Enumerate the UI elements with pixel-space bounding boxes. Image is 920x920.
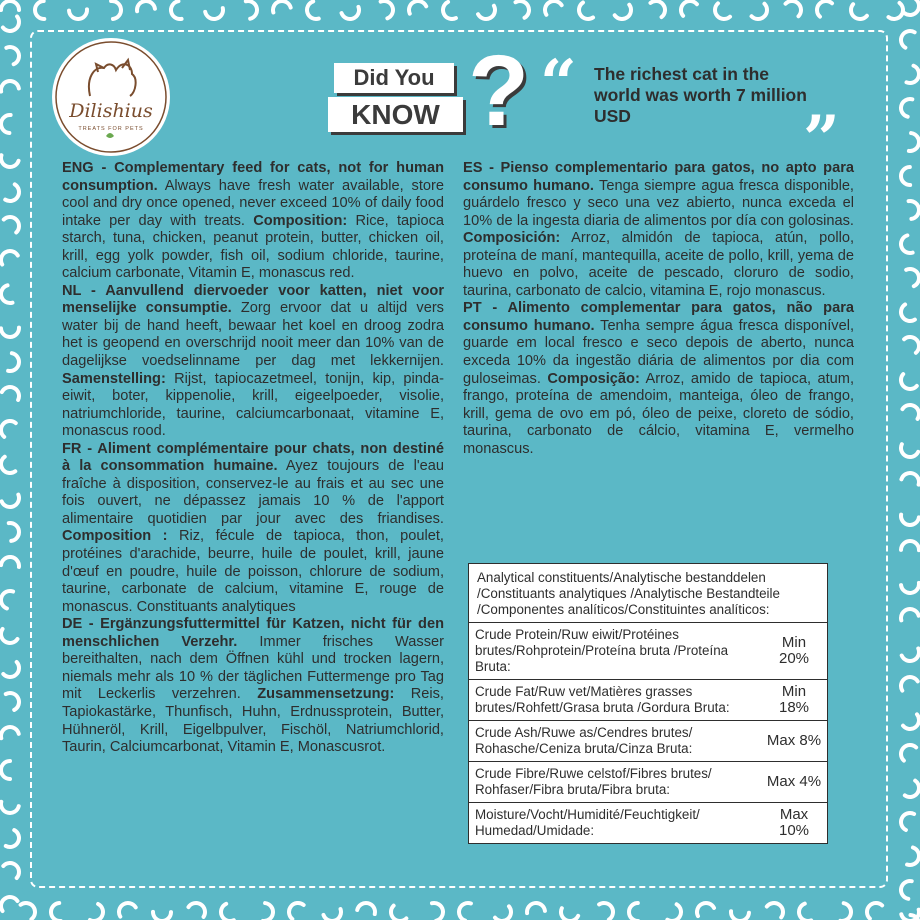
section-pt xyxy=(463,300,854,458)
table-row xyxy=(469,762,827,803)
swirl-shape xyxy=(0,417,16,437)
swirl-shape xyxy=(3,859,22,878)
swirl-shape xyxy=(907,847,920,867)
swirl-shape xyxy=(2,495,22,510)
composition-label: Composition: xyxy=(253,212,348,229)
swirl-shape xyxy=(898,810,914,830)
swirl-shape xyxy=(357,901,377,914)
swirl-shape xyxy=(796,904,811,920)
swirl-shape xyxy=(898,444,918,460)
composition-text: Reis, Tapiokastärke, Thunfisch, Huhn, Erdnussprotein, Butter, Hühneröl, Krill, Eigelbpulver, Fischöl, Natriumchlorid, Taurin, Calciumcarbonat, Vitamin E, Monascusrot. xyxy=(62,686,444,756)
section-nl xyxy=(62,283,444,441)
swirl-shape xyxy=(0,894,17,912)
brand-name: Dilishius xyxy=(69,100,153,122)
section-body: Immer frisches Wasser bereithalten, nach dem Öffnen kühl und trocken lagern, niemals mehr als 10 % der täglichen Futtermenge pro Tag mit Leckerlis verzehren. xyxy=(62,633,444,703)
swirl-shape xyxy=(116,900,136,917)
swirl-shape xyxy=(752,4,771,23)
swirl-shape xyxy=(904,333,920,352)
swirl-shape xyxy=(899,97,912,117)
section-body: Tenga siempre agua fresca disponible, guárdelo fresco y seco una vez abierto, nunca exceda el 10% de la ingesta diaria de alimentos por día con golosinas. xyxy=(463,177,854,229)
swirl-shape xyxy=(677,0,697,16)
composition-text: Rijst, tapiocazetmeel, tonijn, kip, pinda-eiwit, boter, kippenolie, krill, eigeelpoeder, visolie, natriumchloride, taurine, calciumcarbonaat, vitamine E, monascus rood. xyxy=(62,370,444,440)
swirl-shape xyxy=(786,0,805,16)
section-fr xyxy=(62,441,444,616)
swirl-shape xyxy=(667,904,684,920)
fun-fact-text: The richest cat in the world was worth 7 million USD xyxy=(594,64,807,126)
composition-label: Zusammensetzung: xyxy=(257,686,395,703)
swirl-shape xyxy=(5,184,22,204)
section-body: Tenha sempre água fresca disponível, guarde em local fresco e seco depois de aberto, nunca exceda 10% da ingestão diária de alimentos por dia com guloseimas. xyxy=(463,317,854,387)
question-mark-icon: ? xyxy=(468,35,530,147)
table-header: Analytical constituents/Analytische bestanddelen /Constituants analytiques /Analytische Bestandteile /Componentes analíticos/Constituintes analíticos: xyxy=(469,564,827,623)
swirl-shape xyxy=(901,541,919,550)
swirl-shape xyxy=(615,5,635,23)
section-title: ES - Pienso complementario para gatos, no apto para consumo humano. xyxy=(463,160,854,194)
swirl-shape xyxy=(1,328,19,338)
swirl-shape xyxy=(0,248,18,265)
swirl-shape xyxy=(888,3,906,23)
swirl-shape xyxy=(0,725,19,738)
swirl-shape xyxy=(170,1,182,20)
swirl-shape xyxy=(813,0,832,17)
dog-cat-icon xyxy=(52,38,170,156)
swirl-shape xyxy=(629,903,638,920)
swirl-shape xyxy=(901,167,910,185)
section-title: PT - Alimento complementar para gatos, não para consumo humano. xyxy=(463,300,854,334)
swirl-shape xyxy=(440,2,456,22)
swirl-shape xyxy=(457,901,471,920)
swirl-shape xyxy=(50,903,61,920)
swirl-shape xyxy=(495,906,515,920)
swirl-shape xyxy=(711,3,730,22)
section-title: NL - Aanvullend diervoeder voor katten, niet voor menselijke consumptie. xyxy=(62,282,444,317)
swirl-shape xyxy=(906,66,920,86)
swirl-shape xyxy=(898,28,915,48)
swirl-shape xyxy=(0,629,17,647)
did-you-know-badge xyxy=(328,35,530,147)
swirl-shape xyxy=(6,830,22,850)
swirl-shape xyxy=(263,903,274,920)
section-title: DE - Ergänzungsfuttermittel für Katzen, nicht für den menschlichen Verzehr. xyxy=(62,616,444,650)
constituent-value: Max 8% xyxy=(766,732,822,749)
swirl-shape xyxy=(903,714,920,732)
swirl-shape xyxy=(0,114,10,133)
swirl-shape xyxy=(650,0,668,17)
swirl-shape xyxy=(576,3,594,23)
composition-text: Arroz, amido de tapioca, atum, frango, proteína de amendoim, manteiga, óleo de frango, krill, gema de ovo em pó, óleo de peixe, cloreto de sódio, taurina, carbonato de cálcio, vitamina E, vermelho monascus. xyxy=(463,370,854,457)
swirl-shape xyxy=(432,901,445,920)
swirl-shape xyxy=(8,353,21,372)
constituent-label: Crude Fat/Ruw vet/Matières grasses brutes/Rohfett/Grasa bruta /Gordura Bruta: xyxy=(475,684,730,715)
section-title: FR - Aliment complémentaire pour chats, non destiné à la consommation humaine. xyxy=(62,440,444,475)
swirl-shape xyxy=(0,285,12,305)
swirl-shape xyxy=(136,0,155,11)
swirl-shape xyxy=(271,0,291,12)
swirl-shape xyxy=(6,690,22,710)
swirl-shape xyxy=(6,44,22,64)
swirl-shape xyxy=(902,648,920,663)
swirl-shape xyxy=(246,0,259,19)
swirl-shape xyxy=(516,0,533,18)
composition-label: Composition : xyxy=(62,528,168,545)
swirl-shape xyxy=(0,588,13,608)
swirl-shape xyxy=(188,900,208,917)
swirl-shape xyxy=(1,1,19,10)
swirl-shape xyxy=(218,904,234,920)
swirl-shape xyxy=(342,7,362,22)
swirl-shape xyxy=(0,457,15,477)
section-body: Ayez toujours de l'eau fraîche à disposition, conservez-le au frais et au sec une fois ouvert, ne dépassez jamais 10 % de l'apport alimentaire quotidien par jour avec des friandises. xyxy=(62,458,444,527)
swirl-shape xyxy=(902,402,920,419)
swirl-shape xyxy=(599,900,616,920)
left-text-column xyxy=(62,160,444,757)
swirl-shape xyxy=(3,662,22,681)
swirl-shape xyxy=(847,4,867,22)
section-title: ENG - Complementary feed for cats, not for human consumption. xyxy=(62,160,444,194)
constituent-label: Crude Ash/Ruwe as/Cendres brutes/ Rohasche/Ceniza bruta/Cinza Bruta: xyxy=(475,725,693,756)
swirl-shape xyxy=(909,133,920,152)
swirl-shape xyxy=(542,0,562,15)
constituent-label: Crude Fibre/Ruwe celstof/Fibres brutes/ Rohfaser/Fibra bruta/Fibra bruta: xyxy=(475,766,712,797)
swirl-shape xyxy=(153,912,171,920)
table-row xyxy=(469,803,827,843)
constituent-value: Max 4% xyxy=(766,773,822,790)
know-label: KNOW xyxy=(328,97,463,132)
swirl-shape xyxy=(0,80,19,92)
swirl-shape xyxy=(898,674,918,691)
close-quote-icon: ” xyxy=(803,102,840,177)
composition-text: Rice, tapioca starch, tuna, chicken, peanut protein, butter, chicken oil, krill, egg yolk powder, fish oil, sodium chloride, taurine, calcium carbonate, Vitamin E, monascus red. xyxy=(62,212,445,282)
composition-label: Samenstelling: xyxy=(62,370,166,387)
table-row xyxy=(469,721,827,762)
swirl-shape xyxy=(905,781,920,801)
swirl-shape xyxy=(0,155,19,169)
section-es xyxy=(463,160,854,300)
swirl-shape xyxy=(1,556,20,567)
brand-tagline: TREATS FOR PETS xyxy=(78,126,144,132)
swirl-shape xyxy=(0,802,19,815)
swirl-shape xyxy=(694,900,714,916)
section-body: Zorg ervoor dat u altijd vers water bij de hand heeft, bewaar het koel en droog zodra het is geopend en overschrijd nooit meer dan 10% van de dagelijkse voedselinname per dag met lekkernijen. xyxy=(62,300,444,370)
swirl-shape xyxy=(478,6,498,22)
swirl-shape xyxy=(899,235,913,255)
swirl-shape xyxy=(863,899,882,918)
composition-label: Composición: xyxy=(463,230,561,247)
swirl-shape xyxy=(900,515,919,527)
swirl-shape xyxy=(406,0,426,14)
swirl-shape xyxy=(111,0,122,19)
swirl-shape xyxy=(4,213,23,232)
section-eng xyxy=(62,160,444,283)
swirl-shape xyxy=(897,741,916,760)
brand-logo xyxy=(52,38,170,156)
swirl-shape xyxy=(840,903,852,920)
swirl-shape xyxy=(305,1,319,21)
composition-text: Riz, fécule de tapioca, thon, poulet, protéines d'arachide, beurre, huile de poulet, krill, jaune d'œuf en poudre, huile de poisson, chlorure de sodium, taurine, carbonate de calcium, vitamine E, rouge de monascus. Constituants analytiques xyxy=(62,528,444,615)
swirl-shape xyxy=(901,583,920,594)
constituent-value: Min 18% xyxy=(778,683,810,716)
constituent-label: Moisture/Vocht/Humidité/Feuchtigkeit/ Humedad/Umidade: xyxy=(475,807,700,838)
swirl-shape xyxy=(906,266,920,286)
analytical-constituents-table xyxy=(468,563,828,844)
swirl-shape xyxy=(323,909,343,920)
swirl-shape xyxy=(526,902,545,913)
swirl-shape xyxy=(909,200,920,219)
swirl-shape xyxy=(21,899,39,919)
swirl-shape xyxy=(3,16,23,34)
section-de xyxy=(62,616,444,756)
swirl-shape xyxy=(901,471,920,485)
right-text-column xyxy=(463,160,854,458)
did-you-label: Did You xyxy=(334,63,454,93)
constituent-value: Max 10% xyxy=(778,806,810,839)
swirl-shape xyxy=(1,761,10,779)
swirl-shape xyxy=(897,374,916,393)
swirl-shape xyxy=(899,879,911,898)
composition-text: Arroz, almidón de tapioca, atún, pollo, proteína de maní, mantequilla, aceite de pollo, krill, yema de huevo en polvo, aceite de pescado, cloruro de sodio, taurina, carbonato de calcio, vitamina E, rojo monascus. xyxy=(463,230,854,299)
swirl-shape xyxy=(558,908,578,920)
swirl-shape xyxy=(898,304,915,324)
composition-label: Composição: xyxy=(547,370,640,387)
section-body: Always have fresh water available, store cool and dry once opened, never exceed 10% of daily food intake per day with treats. xyxy=(62,177,444,229)
swirl-shape xyxy=(904,0,920,19)
swirl-shape xyxy=(387,906,406,920)
open-quote-icon: “ xyxy=(540,46,577,121)
constituent-value: Min 20% xyxy=(778,634,810,667)
swirl-shape xyxy=(730,911,749,920)
swirl-shape xyxy=(35,1,45,19)
table-row xyxy=(469,623,827,680)
swirl-shape xyxy=(205,8,224,21)
swirl-shape xyxy=(9,522,20,541)
swirl-shape xyxy=(767,899,787,917)
swirl-shape xyxy=(381,0,396,18)
swirl-shape xyxy=(899,607,919,620)
table-row xyxy=(469,680,827,721)
constituent-label: Crude Protein/Ruw eiwit/Protéines brutes/Rohprotein/Proteína bruta /Proteína Bruta: xyxy=(475,627,729,674)
swirl-shape xyxy=(2,384,22,400)
swirl-shape xyxy=(90,904,106,920)
swirl-shape xyxy=(285,899,303,919)
swirl-shape xyxy=(69,9,88,19)
